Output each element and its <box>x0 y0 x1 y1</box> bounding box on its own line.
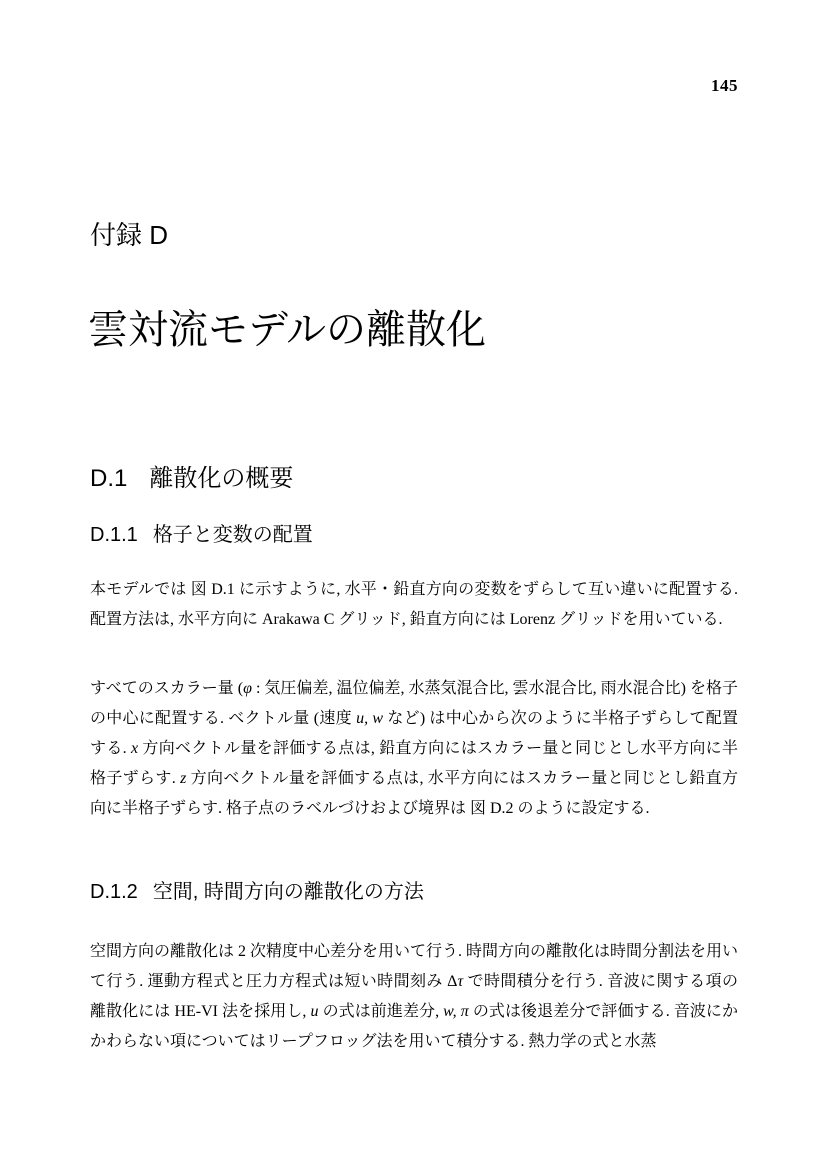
body-paragraph-scalar-vector-placement: すべてのスカラー量 (φ : 気圧偏差, 温位偏差, 水蒸気混合比, 雲水混合比, 雨水混合比) を格子の中心に配置する. ベクトル量 (速度 u, w など) は中心から次のように半格子ずらして配置する. x 方向ベクトル量を評価する点は, 鉛直方向にはスカラー量と同じとし水平方向に半格子ずらす. z 方向ベクトル量を評価する点は, 水平方向にはスカラー量と同じとし鉛直方向に半格子ずらす. 格子点のラベルづけおよび境界は 図 D.2 のように設定する. <box>90 680 738 817</box>
chapter-title: 雲対流モデルの離散化 <box>88 308 486 352</box>
page-number: 145 <box>711 76 738 95</box>
subsection-title: 格子と変数の配置 <box>152 524 313 546</box>
subsection-number: D.1.2 <box>90 881 138 903</box>
section-heading-d1 <box>90 458 293 493</box>
section-number: D.1 <box>90 465 128 492</box>
body-paragraph-discretization-method: 空間方向の離散化は 2 次精度中心差分を用いて行う. 時間方向の離散化は時間分割法を用いて行う. 運動方程式と圧力方程式は短い時間刻み Δτ で時間積分を行う. 音波に関する項の離散化には HE-VI 法を採用し, u の式は前進差分, w, π の式は後退差分で評価する. 音波にかかわらない項についてはリープフロッグ法を用いて積分する. 熱力学の式と水蒸 <box>90 943 739 1050</box>
subsection-number: D.1.1 <box>90 524 138 546</box>
subsection-heading-d12 <box>90 875 424 904</box>
section-title: 離散化の概要 <box>149 465 294 492</box>
appendix-chapter-label: 付録 D <box>90 220 169 250</box>
subsection-heading-d11 <box>90 518 313 547</box>
subsection-title: 空間, 時間方向の離散化の方法 <box>152 881 424 903</box>
body-paragraph-grid-arrangement: 本モデルでは 図 D.1 に示すように, 水平・鉛直方向の変数をずらして互い違いに配置する. 配置方法は, 水平方向に Arakawa C グリッド, 鉛直方向には Lorenz グリッドを用いている. <box>90 581 738 628</box>
